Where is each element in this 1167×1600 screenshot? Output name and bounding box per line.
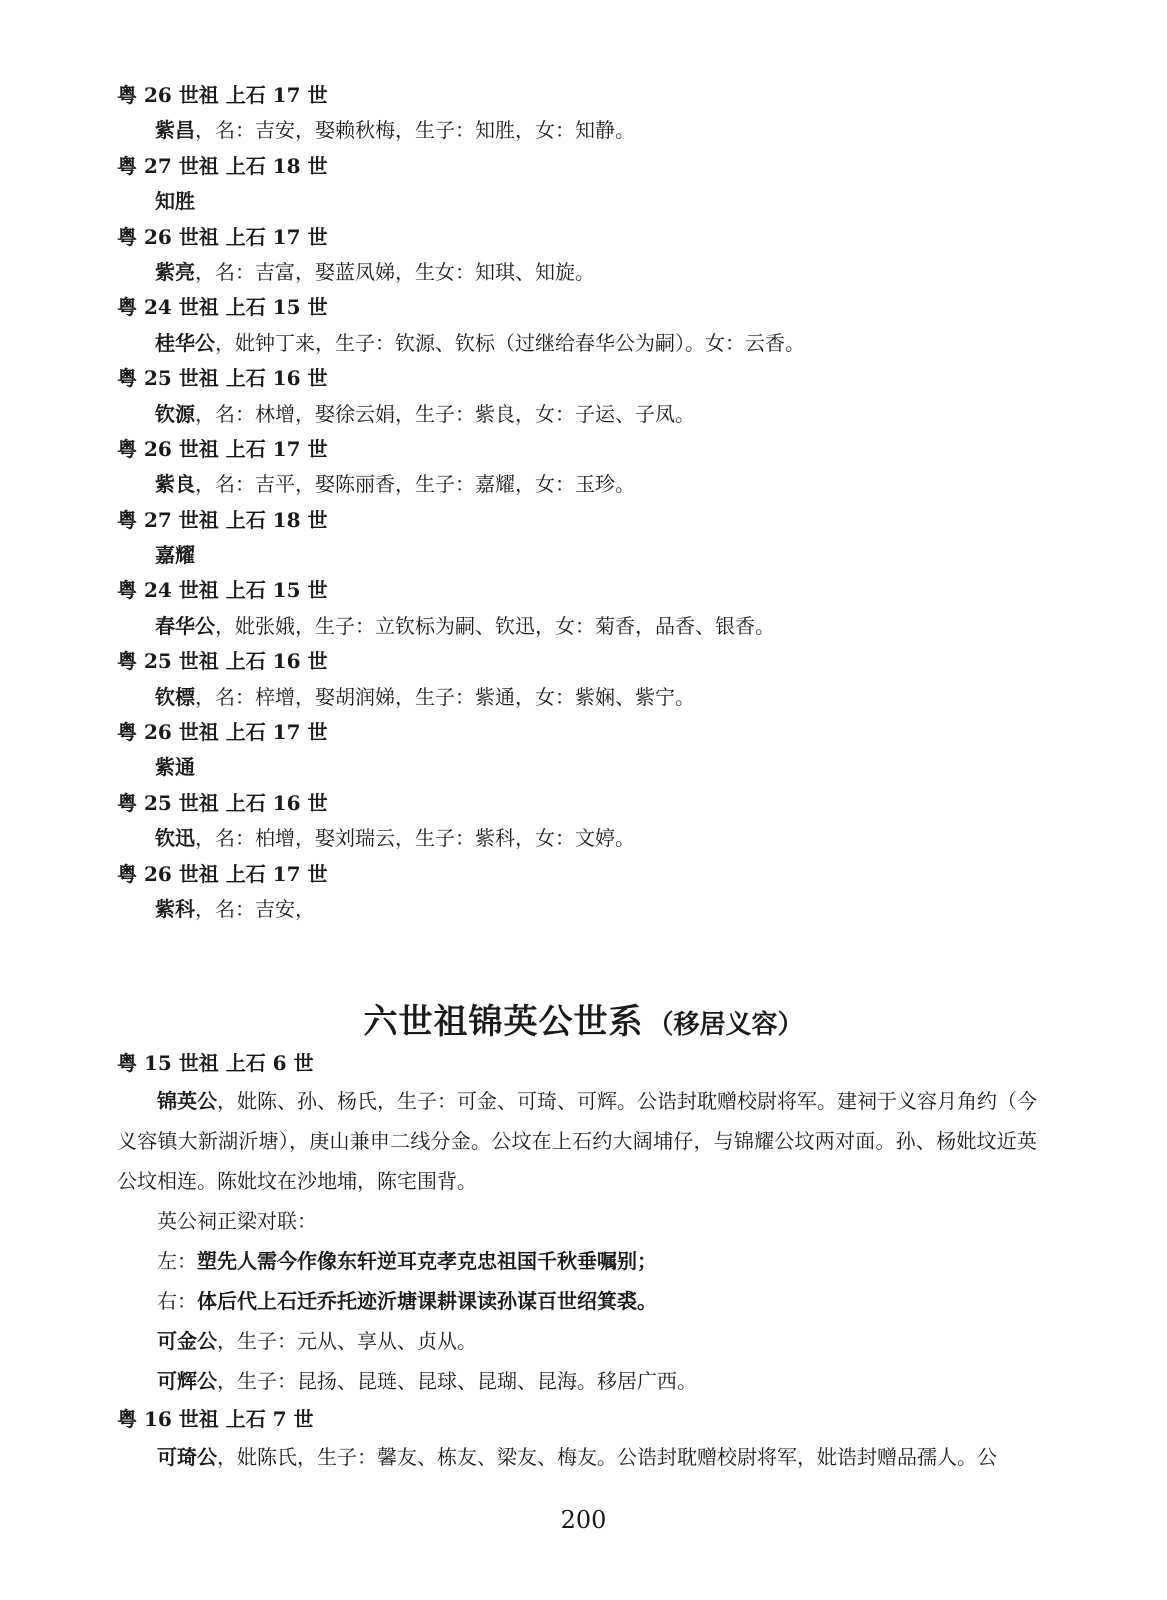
- entry-text: ，妣陈氏，生子：馨友、栋友、梁友、梅友。公诰封耽赠校尉将军，妣诰封赠品孺人。公: [217, 1445, 997, 1469]
- generation-heading: 粤 16 世祖 上石 7 世: [117, 1407, 314, 1431]
- entry-text: ，生子：元从、享从、贞从。: [217, 1329, 477, 1353]
- entry-text: ，生子：昆扬、昆琏、昆球、昆瑚、昆海。移居广西。: [217, 1369, 697, 1393]
- genealogy-entry: [117, 680, 1077, 715]
- generation-heading: 粤 27 世祖 上石 18 世: [117, 153, 328, 178]
- person-name: 知胜: [155, 189, 195, 214]
- genealogy-entry: [117, 609, 1077, 644]
- entry-text: ，妣钟丁来，生子：钦源、钦标（过继给春华公为嗣）。女：云香。: [215, 330, 805, 355]
- genealogy-entry: [117, 821, 1077, 856]
- genealogy-list: [117, 78, 1077, 927]
- generation-heading: 粤 15 世祖 上石 6 世: [117, 1051, 314, 1075]
- genealogy-entry: [117, 467, 1077, 502]
- couplet-title: [117, 1201, 1037, 1241]
- section-title-subtitle: （移居义容）: [647, 1010, 804, 1040]
- couplet-left-text: 塑先人需今作像东轩逆耳克孝克忠祖国千秋垂嘱别；: [197, 1249, 657, 1273]
- generation-heading: 粤 26 世祖 上石 17 世: [117, 224, 328, 249]
- person-name: 紫亮: [155, 259, 195, 284]
- generation-heading: 粤 25 世祖 上石 16 世: [117, 649, 328, 674]
- couplet-right-text: 体后代上石迁乔托迹沂塘课耕课读孙谋百世绍箕裘。: [197, 1289, 657, 1313]
- person-name: 紫良: [155, 472, 195, 497]
- entry-kejin: [117, 1321, 1037, 1361]
- generation-heading: 粤 26 世祖 上石 17 世: [117, 436, 328, 461]
- generation-heading: 粤 25 世祖 上石 16 世: [117, 366, 328, 391]
- generation-heading: 粤 27 世祖 上石 18 世: [117, 507, 328, 532]
- genealogy-entry: [117, 538, 1077, 573]
- person-name: 可金公: [157, 1329, 217, 1353]
- couplet-right: [117, 1281, 1037, 1321]
- person-name: 紫昌: [155, 118, 195, 143]
- person-name: 桂华公: [155, 330, 215, 355]
- person-name: 春华公: [155, 613, 215, 638]
- person-name: 钦迅: [155, 826, 195, 851]
- person-name: 紫科: [155, 896, 195, 921]
- section-title-main: 六世祖锦英公世系: [363, 1002, 644, 1042]
- entry-kehui: [117, 1361, 1037, 1401]
- couplet-title-text: 英公祠正梁对联：: [157, 1209, 317, 1233]
- entry-text: ，名：柏增，娶刘瑞云，生子：紫科，女：文婷。: [195, 826, 635, 851]
- genealogy-entry: [117, 397, 1077, 432]
- person-name: 钦源: [155, 401, 195, 426]
- genealogy-entry: [117, 326, 1077, 361]
- genealogy-entry: [117, 255, 1077, 290]
- genealogy-entry: [117, 892, 1077, 927]
- entry-text: ，名：吉安，娶赖秋梅，生子：知胜，女：知静。: [195, 118, 635, 143]
- couplet-right-label: 右：: [157, 1289, 197, 1313]
- person-name: 紫通: [155, 755, 195, 780]
- couplet-left-label: 左：: [157, 1249, 197, 1273]
- genealogy-entry: [117, 113, 1077, 148]
- generation-heading: 粤 24 世祖 上石 15 世: [117, 578, 328, 603]
- genealogy-entry: [117, 750, 1077, 785]
- entry-text: ，名：吉安，: [195, 896, 315, 921]
- person-name: 可琦公: [157, 1445, 217, 1469]
- sixth-ancestor-section: [117, 1045, 1037, 1477]
- entry-text: ，名：吉平，娶陈丽香，生子：嘉耀，女：玉珍。: [195, 472, 635, 497]
- couplet-left: [117, 1241, 1037, 1281]
- generation-heading: 粤 26 世祖 上石 17 世: [117, 83, 328, 107]
- entry-text: ，妣张娥，生子：立钦标为嗣、钦迅，女：菊香，品香、银香。: [215, 613, 775, 638]
- person-name: 钦標: [155, 684, 195, 709]
- entry-text: ，名：吉富，娶蓝凤娣，生女：知琪、知旋。: [195, 259, 595, 284]
- page-number: 200: [560, 1506, 607, 1534]
- genealogy-entry: [117, 184, 1077, 219]
- person-name: 锦英公: [157, 1089, 217, 1113]
- paragraph-text: ，妣陈、孙、杨氏，生子：可金、可琦、可辉。公诰封耽赠校尉将军。建祠于义容月角约（今义容镇大新湖沂塘），庚山兼申二线分金。公坟在上石约大阔埔仔，与锦耀公坟两对面。孙、杨妣坟近英公坟相连。陈妣坟在沙地埔，陈宅围背。: [117, 1089, 1037, 1193]
- generation-heading: 粤 25 世祖 上石 16 世: [117, 790, 328, 815]
- entry-text: ，名：林增，娶徐云娟，生子：紫良，女：子运、子凤。: [195, 401, 695, 426]
- paragraph-jinying: [117, 1081, 1037, 1201]
- generation-heading: 粤 26 世祖 上石 17 世: [117, 720, 328, 745]
- person-name: 可辉公: [157, 1369, 217, 1393]
- entry-keqi: [117, 1437, 1037, 1477]
- generation-heading: 粤 24 世祖 上石 15 世: [117, 295, 328, 320]
- person-name: 嘉耀: [155, 543, 195, 568]
- entry-text: ，名：梓增，娶胡润娣，生子：紫通，女：紫娴、紫宁。: [195, 684, 695, 709]
- generation-heading: 粤 26 世祖 上石 17 世: [117, 861, 328, 886]
